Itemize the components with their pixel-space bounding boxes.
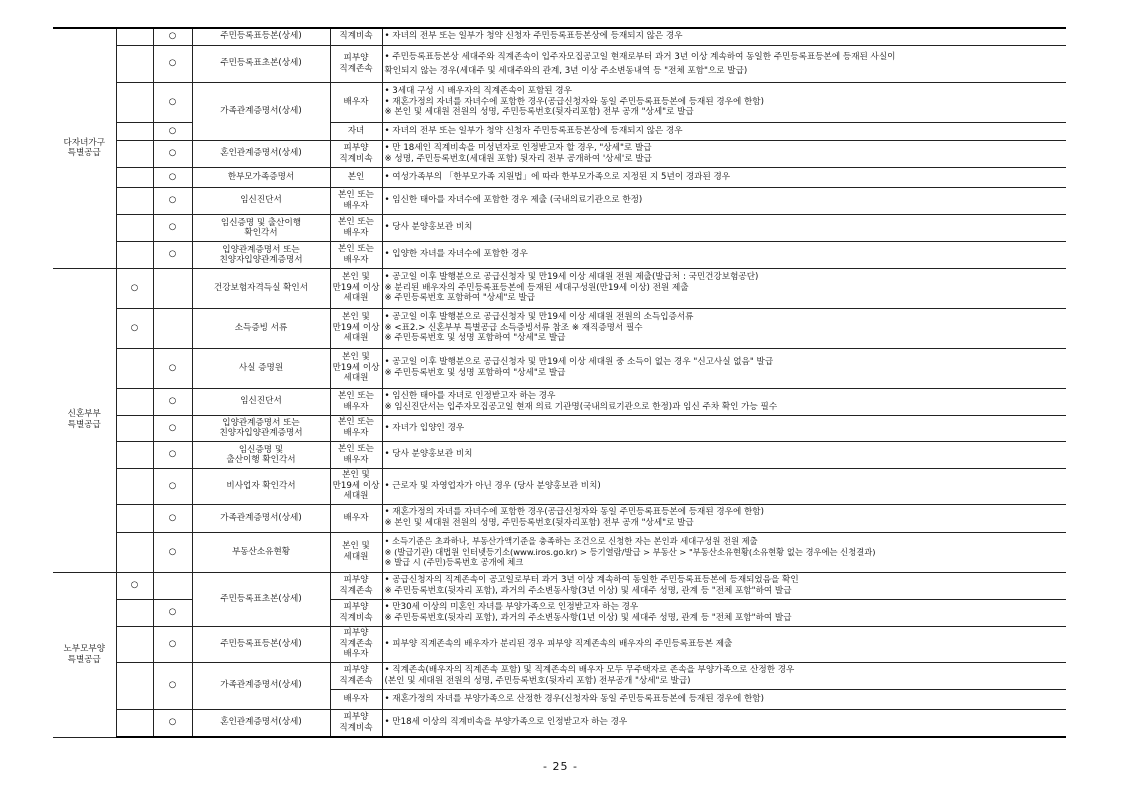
table-row: [53, 662, 1066, 689]
description-cell: • 공급신청자의 직계존속이 공고일로부터 과거 3년 이상 계속하여 동일한 주민등록표등본에 등재되었음을 확인 ※ 주민등록번호(뒷자리 포함), 과거의 주소변동사항(3년 이상) 및 세대주 성명, 관계 등 "전체 포함"하여 발급: [382, 572, 1066, 599]
document-name: 임신진단서: [192, 187, 330, 214]
subject-cell: 본인: [330, 167, 382, 187]
required-mark: [116, 599, 153, 626]
required-mark: [116, 388, 153, 415]
document-name: 주민등록표등본(상세): [192, 626, 330, 662]
description-cell: • 3세대 구성 시 배우자의 직계존속이 포함된 경우 • 재혼가정의 자녀를 자녀수에 포함한 경우(공급신청자와 동일 주민등록표등본에 등재된 경우에 한함) ※ 본인 및 세대원 전원의 성명, 주민등록번호(뒷자리포함) 전부 공개 "상세"로 발급: [382, 82, 1066, 122]
description-cell: • 직계존속(배우자의 직계존속 포함) 및 직계존속의 배우자 모두 무주택자로 존속을 부양가족으로 산정한 경우 (본인 및 세대원 전원의 성명, 주민등록번호(뒷자리 포함) 전부공개 "상세"로 발급): [382, 662, 1066, 689]
required-mark: [116, 214, 153, 241]
table-row: [53, 268, 1066, 308]
conditional-mark: ○: [153, 167, 192, 187]
table-row: [53, 348, 1066, 388]
required-mark: [116, 167, 153, 187]
conditional-mark: ○: [153, 82, 192, 122]
document-name: 소득증빙 서류: [192, 308, 330, 348]
conditional-mark: ○: [153, 214, 192, 241]
table-row: [53, 441, 1066, 468]
subject-cell: 직계비속: [330, 28, 382, 45]
required-mark: [116, 441, 153, 468]
subject-cell: 피부양 직계존속 배우자: [330, 626, 382, 662]
required-mark: [116, 241, 153, 268]
subject-cell: 피부양 직계비속: [330, 599, 382, 626]
required-mark: [116, 709, 153, 737]
subject-cell: 피부양 직계비속: [330, 140, 382, 167]
conditional-mark: ○: [153, 348, 192, 388]
subject-cell: 피부양 직계존속: [330, 45, 382, 82]
document-name: 주민등록표초본(상세): [192, 45, 330, 82]
table-row: [53, 45, 1066, 82]
description-cell: • 당사 분양홍보관 비치: [382, 441, 1066, 468]
conditional-mark: [153, 268, 192, 308]
conditional-mark: ○: [153, 140, 192, 167]
table-row: [53, 709, 1066, 737]
description-cell: • 공고일 이후 발행분으로 공급신청자 및 만19세 이상 세대원 중 소득이 없는 경우 "신고사실 없음" 발급 ※ 주민등록번호 및 성명 포함하여 "상세"로 발급: [382, 348, 1066, 388]
required-mark: [116, 504, 153, 532]
table-row: [53, 187, 1066, 214]
document-name: 혼인관계증명서(상세): [192, 140, 330, 167]
conditional-mark: ○: [153, 241, 192, 268]
document-name: 입양관계증명서 또는 친양자입양관계증명서: [192, 415, 330, 441]
conditional-mark: ○: [153, 415, 192, 441]
document-name: 임신진단서: [192, 388, 330, 415]
subject-cell: 본인 및 만19세 이상 세대원: [330, 348, 382, 388]
required-mark: [116, 662, 153, 709]
document-name: 혼인관계증명서(상세): [192, 709, 330, 737]
description-cell: • 만 18세인 직계비속을 미성년자로 인정받고자 할 경우, "상세"로 발급 ※ 성명, 주민등록번호(세대원 포함) 뒷자리 전부 공개하여 '상세'로 발급: [382, 140, 1066, 167]
table-row: [53, 532, 1066, 572]
required-mark: [116, 45, 153, 82]
description-cell: • 여성가족부의 「한부모가족 지원법」에 따라 한부모가족으로 지정된 지 5년이 경과된 경우: [382, 167, 1066, 187]
conditional-mark: ○: [153, 532, 192, 572]
conditional-mark: ○: [153, 28, 192, 45]
subject-cell: 본인 또는 배우자: [330, 214, 382, 241]
required-mark: [116, 140, 153, 167]
conditional-mark: ○: [153, 187, 192, 214]
table-row: [53, 415, 1066, 441]
page-number: - 25 -: [543, 760, 578, 773]
description-cell: • 자녀의 전부 또는 일부가 청약 신청자 주민등록표등본상에 등재되지 않은 경우: [382, 28, 1066, 45]
description-cell: • 피부양 직계존속의 배우자가 분리된 경우 피부양 직계존속의 배우자의 주민등록표등본 제출: [382, 626, 1066, 662]
conditional-mark: ○: [153, 45, 192, 82]
conditional-mark: ○: [153, 626, 192, 662]
document-name: 주민등록표등본(상세): [192, 28, 330, 45]
table-row: [53, 167, 1066, 187]
subject-cell: 피부양 직계존속: [330, 662, 382, 689]
description-cell: • 소득기준은 초과하나, 부동산가액기준을 충족하는 조건으로 신청한 자는 본인과 세대구성원 전원 제출 ※ (발급기관) 대법원 인터넷등기소(www.iros.go.kr) > 등기열람/발급 > 부동산 > "부동산소유현황(소유현황 없는 경우에는 신청결과) ※ 발급 시 (주민)등록번호 공개에 체크: [382, 532, 1066, 572]
subject-cell: 본인 및 만19세 이상 세대원: [330, 468, 382, 504]
description-cell: • 자녀의 전부 또는 일부가 청약 신청자 주민등록표등본상에 등재되지 않은 경우: [382, 122, 1066, 140]
conditional-mark: ○: [153, 504, 192, 532]
subject-cell: 본인 또는 배우자: [330, 187, 382, 214]
subject-cell: 본인 또는 배우자: [330, 241, 382, 268]
table-row: [53, 140, 1066, 167]
document-name: 가족관계증명서(상세): [192, 504, 330, 532]
table-row: [53, 504, 1066, 532]
required-mark: [116, 28, 153, 45]
conditional-mark: ○: [153, 709, 192, 737]
description-cell: • 재혼가정의 자녀를 부양가족으로 산정한 경우(신청자와 동일 주민등록표등본에 등재된 경우에 한함): [382, 689, 1066, 709]
table-row: [53, 82, 1066, 122]
conditional-mark: ○: [153, 388, 192, 415]
table-row: [53, 214, 1066, 241]
subject-cell: 본인 및 만19세 이상 세대원: [330, 308, 382, 348]
required-mark: [116, 626, 153, 662]
description-cell: • 임신한 태아를 자녀수에 포함한 경우 제출 (국내의료기관으로 한정): [382, 187, 1066, 214]
document-name: 가족관계증명서(상세): [192, 662, 330, 709]
subject-cell: 배우자: [330, 689, 382, 709]
description-cell: • 근로자 및 자영업자가 아닌 경우 (당사 분양홍보관 비치): [382, 468, 1066, 504]
document-name: 건강보험자격득실 확인서: [192, 268, 330, 308]
document-name: 부동산소유현황: [192, 532, 330, 572]
conditional-mark: [153, 308, 192, 348]
description-cell: • 자녀가 입양인 경우: [382, 415, 1066, 441]
description-cell: • 주민등록표등본상 세대주와 직계존속이 입주자모집공고일 현재로부터 과거 3년 이상 계속하여 동일한 주민등록표등본에 등재된 사실이 확인되지 않는 경우(세대주 및 세대주와의 관계, 3년 이상 주소변동내역 등 "전체 포함"으로 발급): [382, 45, 1066, 82]
document-name: 한부모가족증명서: [192, 167, 330, 187]
table-row: [53, 626, 1066, 662]
description-cell: • 재혼가정의 자녀를 자녀수에 포함한 경우(공급신청자와 동일 주민등록표등본에 등재된 경우에 한함) ※ 본인 및 세대원 전원의 성명, 주민등록번호(뒷자리포함) 전부 공개 "상세"로 발급: [382, 504, 1066, 532]
document-name: 입양관계증명서 또는 친양자입양관계증명서: [192, 241, 330, 268]
table-row: [53, 28, 1066, 45]
conditional-mark: ○: [153, 662, 192, 709]
table-row: [53, 388, 1066, 415]
required-mark: [116, 532, 153, 572]
description-cell: • 입양한 자녀를 자녀수에 포함한 경우: [382, 241, 1066, 268]
required-mark: ○: [116, 268, 153, 308]
conditional-mark: ○: [153, 441, 192, 468]
description-cell: • 만18세 이상의 직계비속을 부양가족으로 인정받고자 하는 경우: [382, 709, 1066, 737]
subject-cell: 본인 또는 배우자: [330, 388, 382, 415]
subject-cell: 본인 또는 배우자: [330, 415, 382, 441]
document-requirements-table: [53, 27, 1066, 738]
subject-cell: 피부양 직계존속: [330, 572, 382, 599]
description-cell: • 공고일 이후 발행분으로 공급신청자 및 만19세 이상 세대원 전원의 소득입증서류 ※ <표2.> 신혼부부 특별공급 소득증빙서류 참조 ※ 재직증명서 필수 ※ 주민등록번호 및 성명 포함하여 "상세"로 발급: [382, 308, 1066, 348]
document-name: 주민등록표초본(상세): [192, 572, 330, 626]
required-mark: [116, 415, 153, 441]
conditional-mark: [153, 572, 192, 599]
description-cell: • 공고일 이후 발행분으로 공급신청자 및 만19세 이상 세대원 전원 제출(발급처 : 국민건강보험공단) ※ 분리된 배우자의 주민등록표등본에 등재된 세대구성원(만19세 이상) 전원 제출 ※ 주민등록번호 포함하여 "상세"로 발급: [382, 268, 1066, 308]
description-cell: • 임신한 태아를 자녀로 인정받고자 하는 경우 ※ 임신진단서는 입주자모집공고일 현재 의료 기관명(국내의료기관으로 한정)과 임신 주차 확인 가능 필수: [382, 388, 1066, 415]
subject-cell: 배우자: [330, 504, 382, 532]
subject-cell: 피부양 직계비속: [330, 709, 382, 737]
category-cell: 신혼부부 특별공급: [53, 268, 116, 572]
required-mark: ○: [116, 572, 153, 599]
required-mark: [116, 468, 153, 504]
table-row: [53, 572, 1066, 599]
conditional-mark: ○: [153, 468, 192, 504]
subject-cell: 본인 또는 배우자: [330, 441, 382, 468]
subject-cell: 배우자: [330, 82, 382, 122]
document-name: 가족관계증명서(상세): [192, 82, 330, 140]
conditional-mark: ○: [153, 599, 192, 626]
document-name: 임신증명 및 출산이행 확인각서: [192, 441, 330, 468]
required-mark: ○: [116, 308, 153, 348]
table-row: [53, 241, 1066, 268]
document-name: 비사업자 확인각서: [192, 468, 330, 504]
subject-cell: 본인 및 세대원: [330, 532, 382, 572]
document-name: 임신증명 및 출산이행 확인각서: [192, 214, 330, 241]
subject-cell: 본인 및 만19세 이상 세대원: [330, 268, 382, 308]
table-row: [53, 308, 1066, 348]
required-mark: [116, 82, 153, 122]
table-row: [53, 468, 1066, 504]
document-name: 사실 증명원: [192, 348, 330, 388]
category-cell: 노부모부양 특별공급: [53, 572, 116, 737]
required-mark: [116, 122, 153, 140]
conditional-mark: ○: [153, 122, 192, 140]
description-cell: • 당사 분양홍보관 비치: [382, 214, 1066, 241]
subject-cell: 자녀: [330, 122, 382, 140]
category-cell: 다자녀가구 특별공급: [53, 28, 116, 268]
required-mark: [116, 348, 153, 388]
description-cell: • 만30세 이상의 미혼인 자녀를 부양가족으로 인정받고자 하는 경우 ※ 주민등록번호(뒷자리 포함), 과거의 주소변동사항(1년 이상) 및 세대주 성명, 관계 등 "전체 포함"하여 발급: [382, 599, 1066, 626]
required-mark: [116, 187, 153, 214]
